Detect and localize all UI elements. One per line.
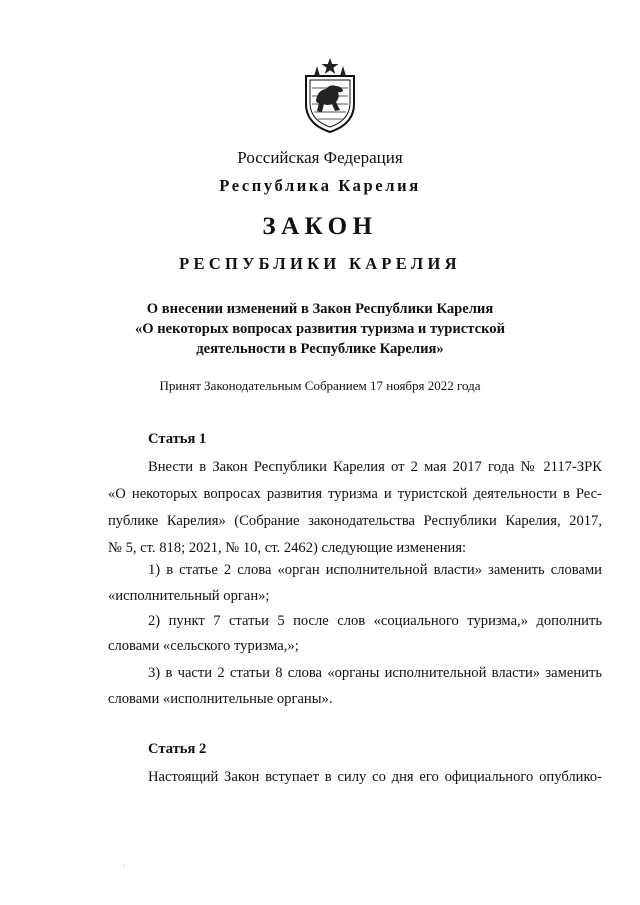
republic-name: Республика Карелия [219, 176, 421, 195]
article-1-line: 2) пункт 7 статьи 5 после слов «социального туризма,» дополнить [148, 613, 602, 629]
article-2-heading: Статья 2 [148, 741, 207, 757]
article-1-line: словами «сельского туризма,»; [108, 638, 299, 654]
article-1-heading: Статья 1 [148, 431, 207, 447]
article-1-line: 1) в статье 2 слова «орган исполнительной власти» заменить словами [148, 562, 602, 578]
scan-speck [123, 865, 124, 866]
adoption-date-line: Принят Законодательным Собранием 17 ноября 2022 года [159, 378, 481, 393]
article-1-line: Внести в Закон Республики Карелия от 2 мая 2017 года № 2117-ЗРК [148, 459, 602, 475]
law-subheading: РЕСПУБЛИКИ КАРЕЛИЯ [179, 254, 461, 273]
law-title-line-2: «О некоторых вопросах развития туризма и туристской [134, 321, 506, 337]
article-1-line: словами «исполнительные органы». [108, 691, 333, 707]
article-1-line: № 5, ст. 818; 2021, № 10, ст. 2462) следующие изменения: [108, 540, 467, 556]
article-1-line: «исполнительный орган»; [108, 588, 270, 604]
article-1-line: 3) в части 2 статьи 8 слова «органы исполнительной власти» заменить [148, 665, 602, 681]
country-name: Российская Федерация [237, 148, 403, 167]
article-2-line: Настоящий Закон вступает в силу со дня его официального опублико- [148, 769, 602, 785]
coat-of-arms-emblem [300, 56, 360, 134]
law-title-line-1: О внесении изменений в Закон Республики Карелия [146, 301, 494, 317]
law-title-line-3: деятельности в Республике Карелия» [196, 341, 444, 357]
article-1-line: публике Карелия» (Собрание законодательства Республики Карелия, 2017, [108, 513, 602, 529]
article-1-line: «О некоторых вопросах развития туризма и туристской деятельности в Рес- [108, 486, 602, 502]
law-heading: ЗАКОН [262, 213, 378, 240]
